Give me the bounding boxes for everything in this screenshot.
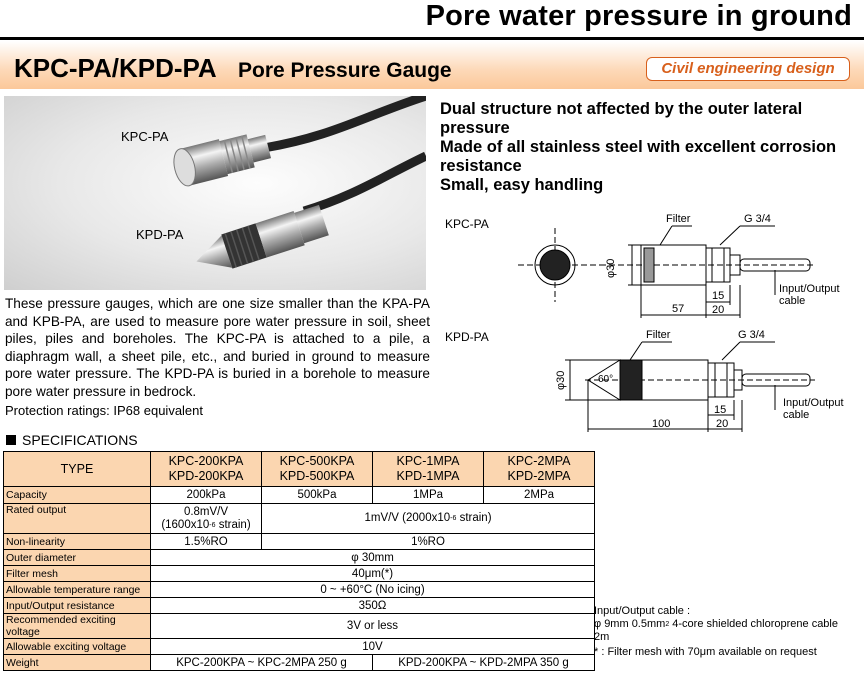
kpd-cable-label: Input/Output cable <box>783 397 844 421</box>
table-row: Input/Output resistance 350Ω <box>4 598 595 614</box>
table-row: Non-linearity 1.5%RO 1%RO <box>4 534 595 550</box>
kpd-diameter-label: φ30 <box>555 370 567 390</box>
protection-rating: Protection ratings: IP68 equivalent <box>5 403 204 418</box>
feature-item: Dual structure not affected by the outer lateral pressure <box>440 100 803 137</box>
kpd-length-20: 20 <box>716 418 729 430</box>
page-title: Pore water pressure in ground <box>425 0 852 32</box>
kpc-cable-label: Input/Output cable <box>779 283 840 307</box>
column-header: KPC-500KPA KPD-500KPA <box>262 452 373 487</box>
model-name: KPC-PA/KPD-PA <box>14 53 217 83</box>
kpc-length-15: 15 <box>712 290 725 302</box>
product-description: These pressure gauges, which are one size smaller than the KPA-PA and KPB-PA, are used to measure pore water pressure in soil, sheet piles, piles and boreholes. The KPC-PA is attached to a pile, a diaphragm wall, a sheet pile, etc., and buried in ground to measure pore water pressure. The KPD-PA is buried in a borehole to measure pore water pressure in bedrock. <box>5 296 430 399</box>
diagram-label-kpc: KPC-PA <box>445 217 489 231</box>
table-row: Allowable exciting voltage 10V <box>4 639 595 655</box>
rated-output-rest: 1mV/V ($2000x10^{-6}$ strain) <box>262 504 595 534</box>
specifications-heading: SPECIFICATIONS <box>6 432 138 448</box>
table-row: Capacity 200kPa 500kPa 1MPa 2MPa <box>4 487 595 504</box>
feature-item: Made of all stainless steel with excellent corrosion resistance <box>440 138 837 175</box>
kpc-thread-label: G 3/4 <box>744 213 771 225</box>
photo-label-kpc: KPC-PA <box>121 129 169 144</box>
kpc-length-57: 57 <box>672 303 685 315</box>
diagram-label-kpd: KPD-PA <box>445 330 489 344</box>
photo-label-kpd: KPD-PA <box>136 227 184 242</box>
table-row: Recommended exciting voltage 3V or less <box>4 614 595 639</box>
specifications-table <box>3 451 595 671</box>
table-row: Weight KPC-200KPA ~ KPC-2MPA 250 g KPD-200KPA ~ KPD-2MPA 350 g <box>4 655 595 671</box>
kpc-diameter-label: φ30 <box>605 258 617 278</box>
category-badge: Civil engineering design <box>646 57 850 81</box>
column-header: KPC-1MPA KPD-1MPA <box>373 452 484 487</box>
table-row: Rated output 0.8mV/V ($1600x10^{-6}$ strain) 1mV/V ($2000x10^{-6}$ strain) <box>4 504 595 534</box>
column-header: KPC-200KPA KPD-200KPA <box>151 452 262 487</box>
footnote: Input/Output cable : φ 9mm $0.5mm^2$ 4-core shielded chloroprene cable 2m * : Filter mesh with 70μm available on request <box>594 605 838 658</box>
gauge-illustration <box>4 96 426 290</box>
model-subtitle: Pore Pressure Gauge <box>238 59 452 82</box>
type-header: TYPE <box>4 452 151 487</box>
table-row: Filter mesh 40μm(*) <box>4 566 595 582</box>
kpd-thread-label: G 3/4 <box>738 329 765 341</box>
kpd-length-100: 100 <box>652 418 671 430</box>
kpc-length-20: 20 <box>712 304 725 316</box>
rated-output-first: 0.8mV/V ($1600x10^{-6}$ strain) <box>151 504 262 534</box>
kpd-filter-label: Filter <box>646 329 671 341</box>
kpd-length-15: 15 <box>714 404 727 416</box>
table-header-row <box>4 452 595 487</box>
kpd-angle-label: 60° <box>598 374 614 385</box>
column-header: KPC-2MPA KPD-2MPA <box>484 452 595 487</box>
square-bullet-icon <box>6 435 16 445</box>
kpc-filter-label: Filter <box>666 213 691 225</box>
feature-list <box>440 100 850 195</box>
title-divider <box>0 37 864 40</box>
product-photo <box>4 96 426 290</box>
table-row: Outer diameter φ 30mm <box>4 550 595 566</box>
feature-item: Small, easy handling <box>440 176 604 194</box>
table-row: Allowable temperature range 0 ~ +60°C (No icing) <box>4 582 595 598</box>
